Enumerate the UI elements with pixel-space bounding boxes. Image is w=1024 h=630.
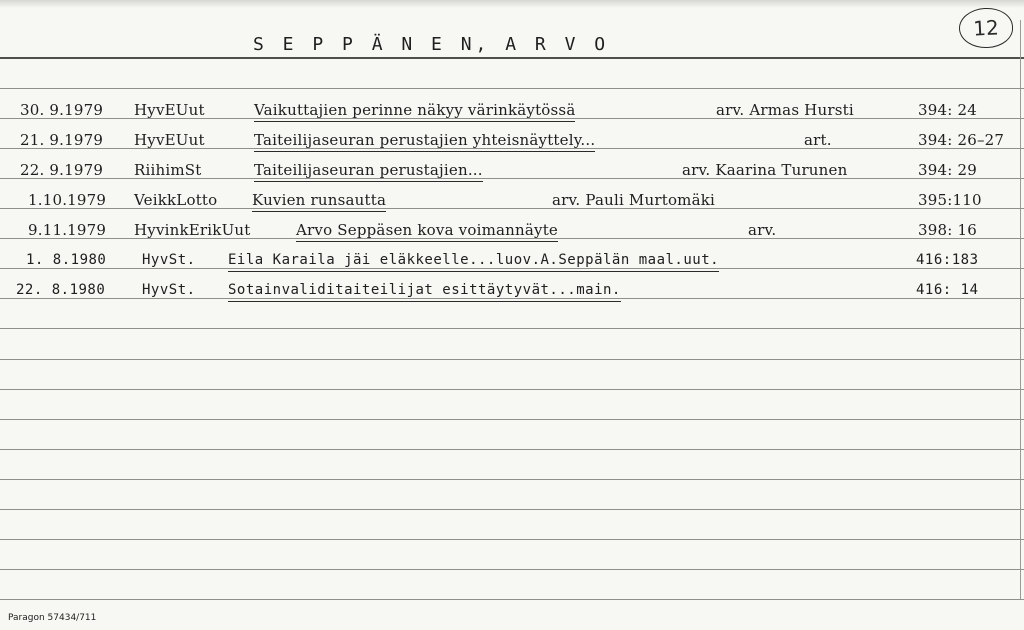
ruled-line (0, 599, 1024, 600)
entry-row (0, 128, 1024, 152)
entry-ref: 398: 16 (918, 221, 977, 239)
entry-ref: 394: 29 (918, 161, 977, 179)
entry-date: 22. 8.1980 (16, 282, 106, 298)
entry-text: Taiteilijaseuran perustajien yhteisnäyttely... (254, 129, 595, 152)
entry-date: 22. 9.1979 (20, 161, 104, 179)
card-number: 12 (972, 15, 1000, 41)
entry-source: HyvinkErikUut (134, 221, 251, 239)
entry-date: 9.11.1979 (28, 221, 107, 239)
ruled-line (0, 359, 1024, 360)
entry-author: arv. Pauli Murtomäki (552, 191, 716, 209)
entry-ref: 395:110 (918, 191, 982, 209)
ruled-line (0, 389, 1024, 390)
entry-date: 30. 9.1979 (20, 101, 104, 119)
entry-text: Vaikuttajien perinne näkyy värinkäytössä (254, 99, 575, 122)
entry-text: Eila Karaila jäi eläkkeelle...luov.A.Seppälän maal.uut. (228, 249, 719, 272)
card-footer: Paragon 57434/711 (8, 613, 97, 623)
entry-text: Kuvien runsautta (252, 189, 386, 212)
card-number-circle (958, 7, 1014, 50)
ruled-line (0, 328, 1024, 329)
entry-source: HyvSt. (142, 252, 196, 268)
entry-author: arv. Kaarina Turunen (682, 161, 848, 179)
entry-row (0, 278, 1024, 302)
entry-ref: 416:183 (916, 252, 979, 268)
entry-date: 21. 9.1979 (20, 131, 104, 149)
ruled-line (0, 509, 1024, 510)
entry-ref: 394: 26–27 (918, 131, 1005, 149)
entry-author: arv. Armas Hursti (716, 101, 854, 119)
ruled-line (0, 419, 1024, 420)
entry-author: arv. (748, 221, 777, 239)
entry-date: 1. 8.1980 (26, 252, 107, 268)
ruled-line (0, 449, 1024, 450)
card-title: S E P P Ä N E N, A R V O (253, 34, 610, 55)
entry-source: HyvEUut (134, 101, 205, 119)
entry-text: Sotainvaliditaiteilijat esittäytyvät...main. (228, 279, 621, 302)
entry-ref: 416: 14 (916, 282, 979, 298)
entry-source: HyvSt. (142, 282, 196, 298)
scan-top-shadow (0, 0, 1024, 8)
entry-source: RiihimSt (134, 161, 202, 179)
title-rule (0, 57, 1024, 59)
entry-row (0, 188, 1024, 212)
entry-source: HyvEUut (134, 131, 205, 149)
entry-row (0, 98, 1024, 122)
ruled-line (0, 88, 1024, 89)
entry-date: 1.10.1979 (28, 191, 107, 209)
ruled-line (0, 569, 1024, 570)
entry-row (0, 218, 1024, 242)
ruled-line (0, 479, 1024, 480)
entry-text: Arvo Seppäsen kova voimannäyte (296, 219, 558, 242)
ruled-line (0, 539, 1024, 540)
entry-author: art. (804, 131, 832, 149)
entry-ref: 394: 24 (918, 101, 977, 119)
entry-row (0, 248, 1024, 272)
entry-source: VeikkLotto (134, 191, 218, 209)
entry-text: Taiteilijaseuran perustajien... (254, 159, 483, 182)
entry-row (0, 158, 1024, 182)
